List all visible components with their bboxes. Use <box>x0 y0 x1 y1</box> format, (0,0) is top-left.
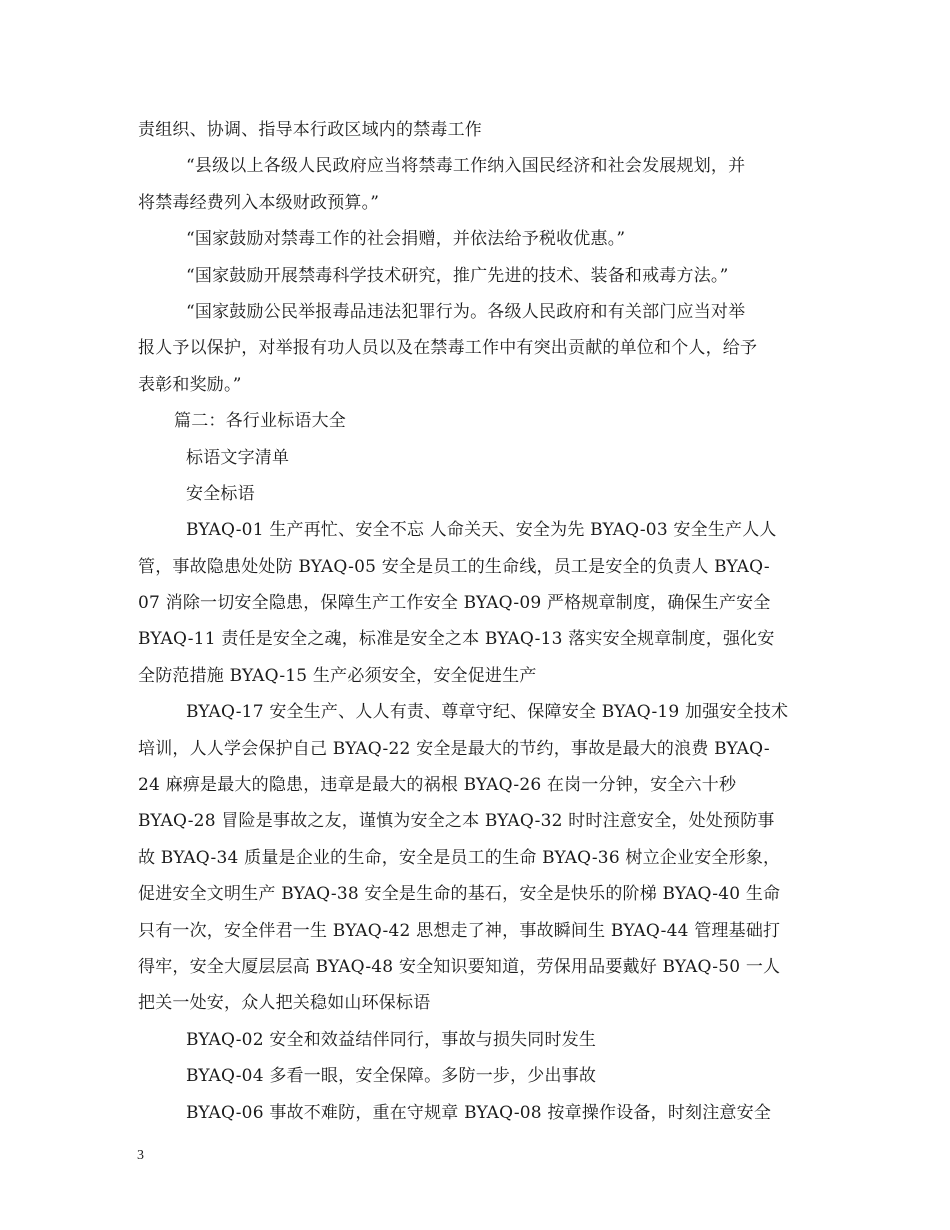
text-line: 责组织、协调、指导本行政区域内的禁毒工作 <box>138 120 482 140</box>
text-line: 培训，人人学会保护自己 BYAQ-22 安全是最大的节约，事故是最大的浪费 BYAQ- <box>138 738 770 759</box>
text-line: 表彰和奖励。” <box>138 374 242 395</box>
text-line: BYAQ-01 生产再忙、安全不忘 人命关天、安全为先 BYAQ-03 安全生产人人 <box>186 520 777 541</box>
document-body <box>138 112 813 1131</box>
text-line: 24 麻痹是最大的隐患，违章是最大的祸根 BYAQ-26 在岗一分钟，安全六十秒 <box>138 775 737 796</box>
text-line: “国家鼓励对禁毒工作的社会捐赠，并依法给予税收优惠。” <box>186 229 626 250</box>
text-line: BYAQ-17 安全生产、人人有责、尊章守纪、保障安全 BYAQ-19 加强安全技术 <box>186 702 789 723</box>
text-line: 管，事故隐患处处防 BYAQ-05 安全是员工的生命线，员工是安全的负责人 BYAQ- <box>138 556 770 577</box>
text-line: BYAQ-04 多看一眼，安全保障。多防一步，少出事故 <box>186 1066 597 1087</box>
page-number: 3 <box>137 1148 144 1163</box>
text-line: 得牢，安全大厦层层高 BYAQ-48 安全知识要知道，劳保用品要戴好 BYAQ-50 一人 <box>138 956 781 977</box>
text-line: 只有一次，安全伴君一生 BYAQ-42 思想走了神，事故瞬间生 BYAQ-44 管理基础打 <box>138 920 781 941</box>
text-line: 07 消除一切安全隐患，保障生产工作安全 BYAQ-09 严格规章制度，确保生产安全 <box>138 593 771 614</box>
text-line: BYAQ-11 责任是安全之魂，标准是安全之本 BYAQ-13 落实安全规章制度，强化安 <box>138 629 775 650</box>
text-line: 促进安全文明生产 BYAQ-38 安全是生命的基石，安全是快乐的阶梯 BYAQ-40 生命 <box>138 884 781 905</box>
text-line: BYAQ-02 安全和效益结伴同行，事故与损失同时发生 <box>186 1029 597 1050</box>
text-line: “国家鼓励开展禁毒科学技术研究，推广先进的技术、装备和戒毒方法。” <box>186 265 729 286</box>
text-line: 将禁毒经费列入本级财政预算。” <box>138 192 380 213</box>
text-line: 全防范措施 BYAQ-15 生产必须安全，安全促进生产 <box>138 665 537 686</box>
text-line: 安全标语 <box>186 483 255 504</box>
text-line: “国家鼓励公民举报毒品违法犯罪行为。各级人民政府和有关部门应当对举 <box>186 301 746 322</box>
text-line: 报人予以保护，对举报有功人员以及在禁毒工作中有突出贡献的单位和个人，给予 <box>138 338 758 359</box>
text-line: 篇二：各行业标语大全 <box>174 411 346 432</box>
text-line: BYAQ-06 事故不难防，重在守规章 BYAQ-08 按章操作设备，时刻注意安全 <box>186 1102 772 1123</box>
text-line: 把关一处安，众人把关稳如山环保标语 <box>138 993 431 1014</box>
text-line: BYAQ-28 冒险是事故之友，谨慎为安全之本 BYAQ-32 时时注意安全，处处预防事 <box>138 811 775 832</box>
text-line: 标语文字清单 <box>186 447 290 468</box>
text-line: “县级以上各级人民政府应当将禁毒工作纳入国民经济和社会发展规划，并 <box>186 156 746 177</box>
text-line: 故 BYAQ-34 质量是企业的生命，安全是员工的生命 BYAQ-36 树立企业安全形象， <box>138 847 781 868</box>
